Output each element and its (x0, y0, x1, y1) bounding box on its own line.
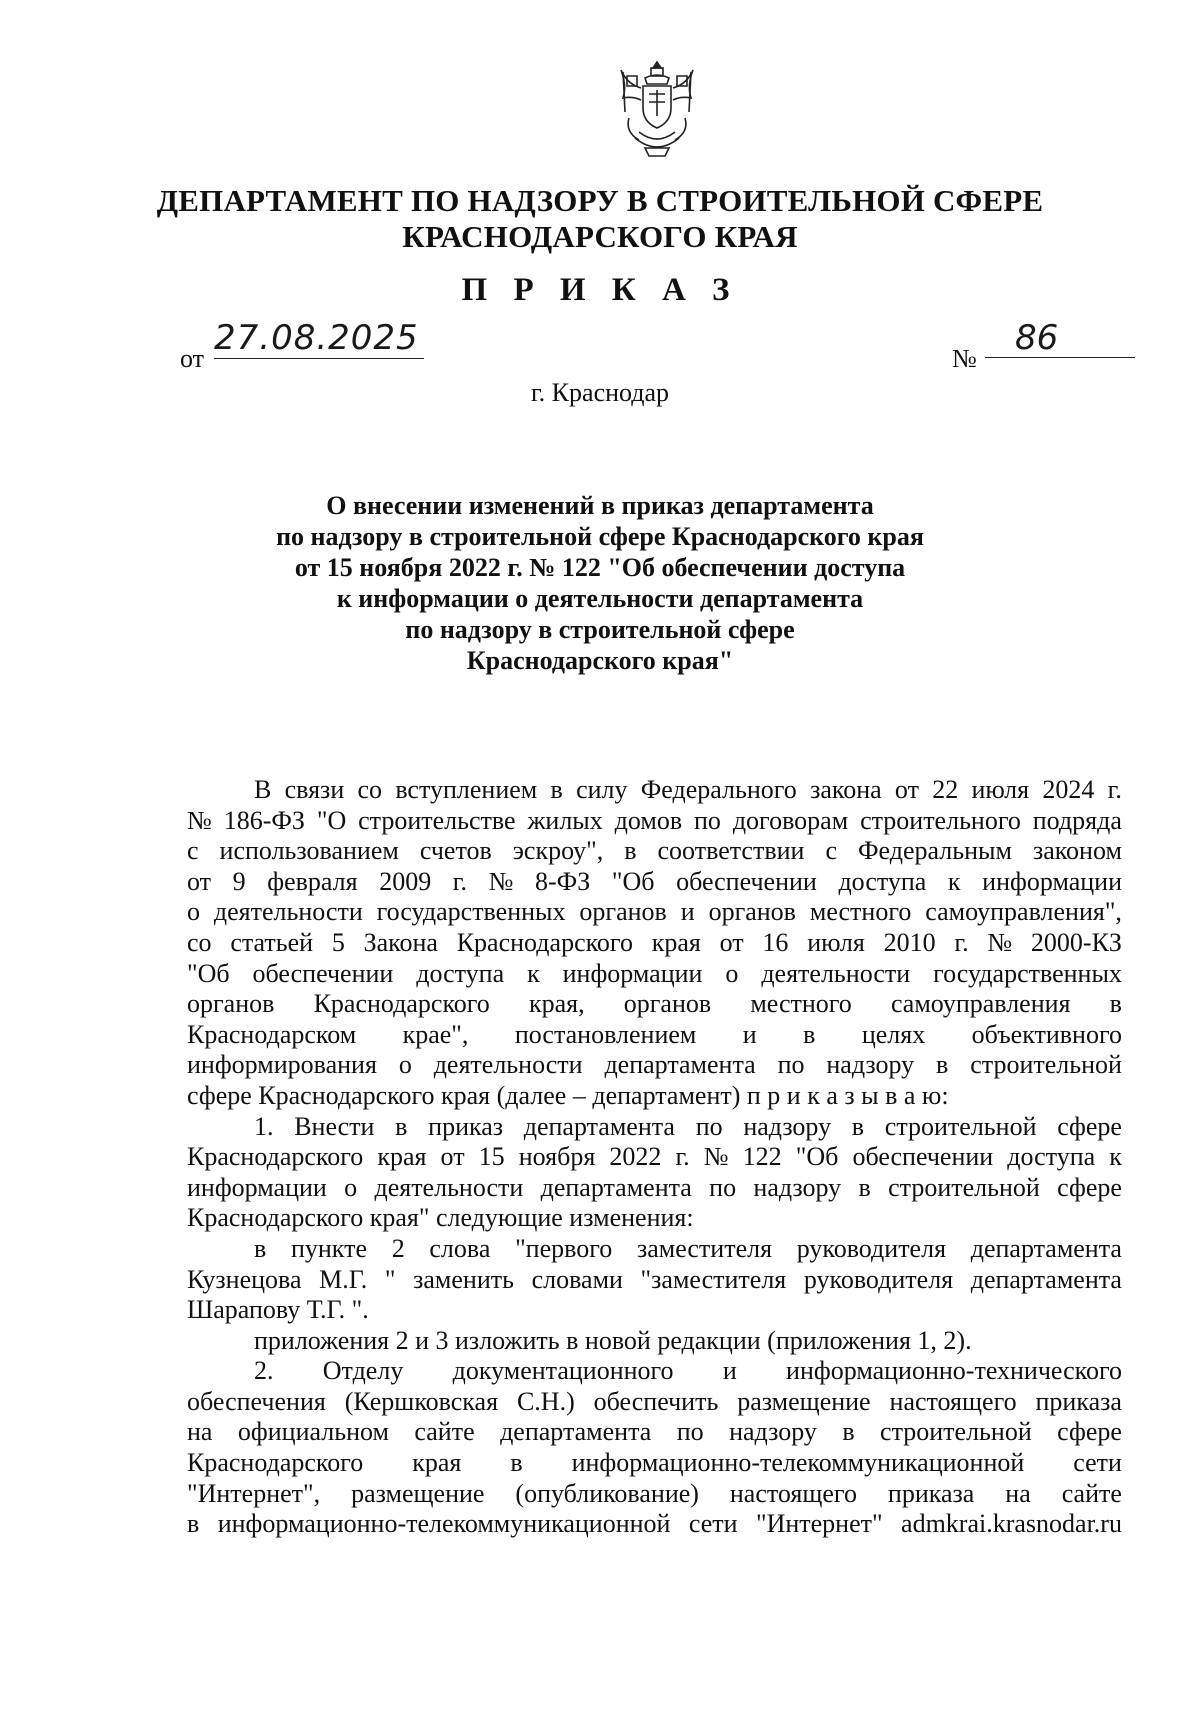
body-word: эскроу", (512, 836, 604, 866)
body-word: к (1109, 1142, 1122, 1172)
body-word: в (803, 1019, 816, 1049)
body-word: обеспечении (852, 1142, 994, 1172)
body-word: 2. (254, 1356, 274, 1386)
body-word: края (377, 1142, 427, 1172)
body-word: от (440, 1142, 465, 1172)
body-word: соответствии (657, 836, 805, 866)
body-word: края, (528, 989, 585, 1019)
body-word: по (694, 805, 721, 835)
body-word: органов (623, 989, 712, 1019)
body-word: официальном (237, 1417, 389, 1447)
body-word: о (187, 897, 200, 927)
body-word: 22 (932, 775, 959, 804)
body-word: силу (576, 775, 628, 804)
body-line (187, 1479, 1122, 1510)
body-word: сети (688, 1509, 738, 1539)
body-word: самоуправления", (925, 897, 1122, 927)
body-line (187, 1081, 1122, 1112)
body-word: строительной (970, 1050, 1122, 1080)
body-word: крае", (402, 1019, 469, 1049)
body-word: вступлением (395, 775, 538, 804)
body-word: заменить (413, 1264, 514, 1294)
body-word: июля (971, 775, 1030, 804)
body-word: статьей (230, 927, 314, 957)
subject-line: по надзору в строительной сфере Краснодарского края (276, 522, 924, 551)
body-line (187, 1050, 1122, 1081)
body-word: Внести (294, 1111, 375, 1141)
body-word: руководителя (803, 1264, 954, 1294)
body-word: 16 (762, 927, 789, 957)
body-word: г. (954, 927, 969, 957)
body-word: в (624, 836, 637, 866)
body-word: М.Г. (319, 1264, 368, 1294)
body-line (187, 1142, 1122, 1173)
body-word: Краснодарского (456, 927, 633, 957)
body-word: "О (316, 805, 347, 835)
body-word: июля (807, 927, 865, 957)
body-word: подряда (1032, 805, 1122, 835)
body-word: "Интернет", (187, 1478, 321, 1508)
body-line (187, 1356, 1122, 1387)
body-word: 8-ФЗ (535, 866, 591, 896)
body-word: настоящего (729, 1478, 857, 1508)
body-word: приказа (887, 1478, 975, 1508)
body-word: В (254, 775, 272, 804)
body-word: государственных (933, 958, 1122, 988)
body-line-text: Краснодарского края" следующие изменения: (187, 1203, 694, 1233)
body-word: надзору (753, 1172, 842, 1202)
body-word: в (936, 1050, 949, 1080)
body-word: информационно-телекоммуникационной (217, 1509, 671, 1539)
body-word: Краснодарского (187, 1142, 364, 1172)
body-line (187, 1234, 1122, 1265)
body-word: информационно-технического (786, 1356, 1122, 1386)
body-word: "Об (795, 1142, 839, 1172)
body-word: 2000-КЗ (1030, 927, 1122, 957)
body-word: обеспечить (593, 1386, 719, 1416)
body-word: обеспечении (252, 958, 394, 988)
body-line-text: приложения 2 и 3 изложить в новой редакции (приложения 1, 2). (254, 1325, 972, 1355)
body-word: Федеральным (857, 836, 1012, 866)
subject-line: от 15 ноября 2022 г. № 122 "Об обеспечении доступа (294, 553, 906, 582)
body-line (187, 775, 1122, 806)
body-word: строительной (888, 1172, 1040, 1202)
body-line (187, 867, 1122, 898)
body-word: государственных (376, 897, 566, 927)
body-word: admkrai.krasnodar.ru (901, 1509, 1122, 1539)
body-word: департамента (604, 1050, 756, 1080)
body-line (187, 1020, 1122, 1051)
body-word: департамента (500, 1417, 652, 1447)
body-word: г. (1107, 775, 1122, 804)
body-word: департамента (970, 1233, 1122, 1263)
body-word: сфере (1057, 1417, 1122, 1447)
body-word: 1. (254, 1111, 274, 1141)
body-word: доступа (838, 866, 927, 896)
body-word: по (676, 1417, 704, 1447)
body-word: договорам (732, 805, 849, 835)
body-word: словами (531, 1264, 623, 1294)
body-word: Федерального (640, 775, 797, 804)
body-word: пункте (290, 1233, 367, 1263)
body-word: февраля (267, 866, 358, 896)
body-word: от (894, 775, 919, 804)
body-word: "Об (611, 866, 655, 896)
body-word: 2022 (609, 1142, 662, 1172)
body-word: Кузнецова (187, 1264, 302, 1294)
body-line-text: Шарапову Т.Г. ". (187, 1295, 369, 1325)
body-word: с (825, 836, 837, 866)
body-line (187, 1203, 1122, 1234)
body-word: самоуправления (890, 989, 1071, 1019)
body-word: С.Н.) (516, 1386, 575, 1416)
body-line (187, 1295, 1122, 1326)
body-word: по (709, 1172, 737, 1202)
body-word: слова (429, 1233, 491, 1263)
body-word: информирования (187, 1050, 377, 1080)
body-word: 186-ФЗ (223, 805, 305, 835)
body-word: в (842, 1417, 855, 1447)
body-line (187, 1509, 1122, 1540)
body-word: от (719, 927, 744, 957)
body-word: деятельности (374, 1172, 524, 1202)
body-word: в (1109, 989, 1122, 1019)
body-word: 2009 (379, 866, 432, 896)
body-line (187, 928, 1122, 959)
body-word: в (858, 1172, 871, 1202)
body-word: обеспечения (187, 1386, 326, 1416)
body-word: о (344, 1172, 358, 1202)
body-word: органов (187, 989, 275, 1019)
body-word: деятельности (433, 1050, 583, 1080)
body-word: г. (675, 1142, 690, 1172)
body-word: со (357, 775, 383, 804)
body-word: сайте (414, 1417, 475, 1447)
handwritten-date: 27.08.2025 (214, 318, 424, 359)
body-word: края (651, 927, 701, 957)
body-word: в (510, 1448, 523, 1478)
body-word: Краснодарском (187, 1019, 357, 1049)
body-word: надзору (729, 1417, 817, 1447)
number-prefix: № (952, 344, 977, 373)
body-word: сайте (1061, 1478, 1122, 1508)
body-word: 122 (742, 1142, 782, 1172)
subject-line: О внесении изменений в приказ департамента (326, 491, 874, 520)
body-word: деятельности (761, 958, 911, 988)
body-line (187, 1448, 1122, 1479)
body-word: информации (982, 866, 1122, 896)
organization-name-line-1: ДЕПАРТАМЕНТ ПО НАДЗОРУ В СТРОИТЕЛЬНОЙ СФЕРЕ (156, 183, 1044, 218)
body-word: № (987, 927, 1013, 957)
date-prefix: от (180, 344, 205, 373)
body-word: № (488, 866, 514, 896)
body-word: местного (809, 897, 912, 927)
body-word: сфере (1057, 1172, 1122, 1202)
body-word: в (851, 1111, 865, 1141)
body-line (187, 1173, 1122, 1204)
body-word: Закона (363, 927, 438, 957)
subject-line: Краснодарского края" (466, 646, 734, 675)
body-word: (опубликование) (515, 1478, 699, 1508)
body-word: о (725, 958, 739, 988)
body-line (187, 806, 1122, 837)
body-word: департамента (523, 1111, 675, 1141)
body-word: 9 (232, 866, 246, 896)
body-word: строительной (880, 1417, 1032, 1447)
body-word: ноября (518, 1142, 596, 1172)
body-word: объективного (971, 1019, 1122, 1049)
body-word: документационного (452, 1356, 674, 1386)
body-word: целях (861, 1019, 926, 1049)
body-word: (Кершковская (344, 1386, 499, 1416)
body-line (187, 959, 1122, 990)
body-word: г. (452, 866, 468, 896)
body-word: департамента (970, 1264, 1122, 1294)
body-word: руководителя (796, 1233, 947, 1263)
body-word: № (187, 805, 212, 835)
body-word: счетов (419, 836, 492, 866)
body-word: по (777, 1050, 805, 1080)
body-line (187, 989, 1122, 1020)
body-word: размещение (737, 1386, 871, 1416)
body-line (187, 1326, 1122, 1357)
order-subject (200, 490, 1000, 676)
body-word: со (187, 927, 212, 957)
body-word: " (384, 1264, 396, 1294)
body-word: края (412, 1448, 462, 1478)
body-word: и (680, 897, 695, 927)
body-word: приказ (428, 1111, 504, 1141)
body-line (187, 836, 1122, 867)
body-word: надзору (743, 1111, 832, 1141)
body-word: органов (579, 897, 667, 927)
handwritten-document-number: 86 (985, 318, 1135, 358)
body-word: приказа (1035, 1386, 1122, 1416)
subject-line: по надзору в строительной сфере (405, 615, 795, 644)
organization-name-line-2: КРАСНОДАРСКОГО КРАЯ (402, 219, 798, 254)
body-word: обеспечении (676, 866, 817, 896)
body-word: в (254, 1233, 267, 1263)
body-word: законом (1032, 836, 1122, 866)
body-word: Краснодарского (187, 1448, 364, 1478)
body-word: о (398, 1050, 412, 1080)
body-line (187, 1112, 1122, 1143)
body-word: заместителя (636, 1233, 773, 1263)
body-word: сфере (1057, 1111, 1122, 1141)
issue-city: г. Краснодар (530, 378, 670, 407)
body-line (187, 897, 1122, 928)
body-word: 5 (331, 927, 345, 957)
body-word: постановлением (514, 1019, 697, 1049)
body-word: использованием (219, 836, 399, 866)
body-word: доступа (416, 958, 505, 988)
subject-line: к информации о деятельности департамента (336, 584, 864, 613)
body-word: в (395, 1111, 408, 1141)
body-word: домов (614, 805, 683, 835)
body-line-text: сфере Краснодарского края (далее – департамент) п р и к а з ы в а ю: (187, 1080, 949, 1110)
body-word: 2 (391, 1233, 405, 1263)
body-word: информации (187, 1172, 327, 1202)
body-word: 2010 (883, 927, 936, 957)
body-word: органов (708, 897, 796, 927)
body-word: "первого (515, 1233, 613, 1263)
body-word: в (550, 775, 563, 804)
body-word: к (527, 958, 540, 988)
body-word: информации (562, 958, 703, 988)
body-word: по (695, 1111, 723, 1141)
document-type-title: П Р И К А З (461, 272, 739, 308)
body-word: строительной (884, 1111, 1037, 1141)
body-word: "Интернет" (755, 1509, 883, 1539)
body-word: № (703, 1142, 729, 1172)
body-word: сети (1073, 1448, 1122, 1478)
body-word: от (187, 866, 212, 896)
body-word: настоящего (889, 1386, 1017, 1416)
body-word: строительного (860, 805, 1021, 835)
body-word: к (947, 866, 961, 896)
body-word: и (722, 1356, 737, 1386)
body-word: закона (810, 775, 882, 804)
body-line (187, 1387, 1122, 1418)
body-word: строительстве (358, 805, 516, 835)
body-line (187, 1265, 1122, 1296)
body-word: "заместителя (640, 1264, 787, 1294)
body-word: на (187, 1417, 213, 1447)
body-word: в (187, 1509, 200, 1539)
body-word: информационно-телекоммуникационной (571, 1448, 1025, 1478)
body-word: Краснодарского (313, 989, 490, 1019)
body-word: на (1005, 1478, 1031, 1508)
body-word: деятельности (213, 897, 363, 927)
body-word: местного (750, 989, 852, 1019)
order-body-text (187, 775, 1122, 1540)
body-word: департамента (540, 1172, 692, 1202)
body-word: с (187, 836, 199, 866)
body-word: связи (284, 775, 345, 804)
body-word: 15 (478, 1142, 505, 1172)
body-word: Отделу (322, 1356, 404, 1386)
body-word: доступа (1007, 1142, 1096, 1172)
body-line (187, 1417, 1122, 1448)
body-word: размещение (351, 1478, 485, 1508)
body-word: 2024 (1042, 775, 1095, 804)
body-word: надзору (826, 1050, 915, 1080)
coat-of-arms-emblem (615, 58, 699, 162)
body-word: жилых (527, 805, 603, 835)
body-word: и (742, 1019, 757, 1049)
body-word: "Об (187, 958, 230, 988)
